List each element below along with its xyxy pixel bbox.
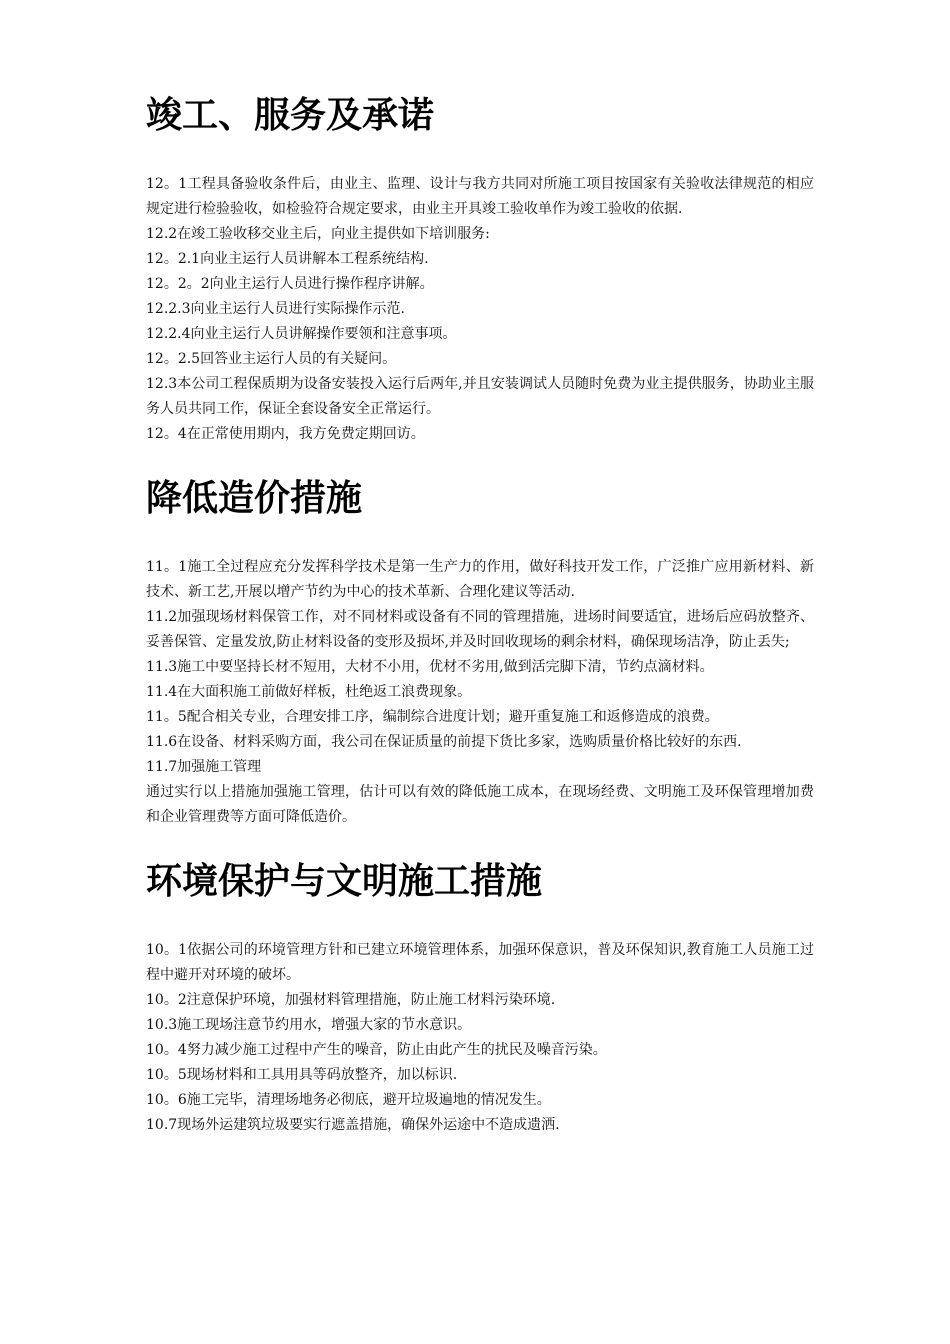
paragraph: 12。2.5回答业主运行人员的有关疑问。 [146,351,397,367]
paragraph: 12.2.4向业主运行人员讲解操作要领和注意事项。 [146,326,457,342]
section-cost-reduction [146,478,814,830]
section-title: 降低造价措施 [146,478,363,519]
document-page [146,95,814,1138]
section-environmental-protection [146,861,814,1138]
paragraph: 10。2注意保护环境，加强材料管理措施，防止施工材料污染环境. [146,992,556,1008]
paragraph: 11。5配合相关专业，合理安排工序，编制综合进度计划；避开重复施工和返修造成的浪费。 [146,709,719,725]
paragraph: 通过实行以上措施加强施工管理，估计可以有效的降低施工成本，在现场经费、文明施工及环保管理增加费和企业管理费等方面可降低造价。 [146,784,814,825]
paragraph: 12。2.1向业主运行人员讲解本工程系统结构. [146,251,429,267]
paragraph: 12。2。2向业主运行人员进行操作程序讲解。 [146,276,434,292]
paragraph: 11.4在大面积施工前做好样板，杜绝返工浪费现象。 [146,684,472,700]
section-completion-service [146,95,814,447]
paragraph: 11.6在设备、材料采购方面，我公司在保证质量的前提下货比多家，选购质量价格比较好的东西. [146,734,742,750]
paragraph-list [146,172,814,447]
section-title: 环境保护与文明施工措施 [146,861,543,902]
paragraph: 12.2在竣工验收移交业主后，向业主提供如下培训服务: [146,226,490,242]
paragraph: 10。1依据公司的环境管理方针和已建立环境管理体系，加强环保意识，普及环保知识,教育施工人员施工过程中避开对环境的破坏。 [146,942,814,983]
paragraph: 12。4在正常使用期内，我方免费定期回访。 [146,426,425,442]
paragraph: 11。1施工全过程应充分发挥科学技术是第一生产力的作用，做好科技开发工作，广泛推广应用新材料、新技术、新工艺,开展以增产节约为中心的技术革新、合理化建议等活动. [146,559,814,600]
paragraph: 12.2.3向业主运行人员进行实际操作示范. [146,301,405,317]
paragraph: 11.3施工中要坚持长材不短用，大材不小用，优材不劣用,做到活完脚下清，节约点滴材料。 [146,659,714,675]
paragraph-list [146,555,814,830]
section-title: 竣工、服务及承诺 [146,95,435,136]
paragraph: 11.2加强现场材料保管工作，对不同材料或设备有不同的管理措施，进场时间要适宜，进场后应码放整齐、妥善保管、定量发放,防止材料设备的变形及损坏,并及时回收现场的剩余材料，确保现场洁净，防止丢失; [146,609,814,650]
paragraph: 11.7加强施工管理 [146,759,262,775]
paragraph: 10。5现场材料和工具用具等码放整齐，加以标识. [146,1067,458,1083]
paragraph: 10.3施工现场注意节约用水，增强大家的节水意识。 [146,1017,472,1033]
paragraph: 12。1工程具备验收条件后，由业主、监理、设计与我方共同对所施工项目按国家有关验收法律规范的相应规定进行检验验收，如检验符合规定要求，由业主开具竣工验收单作为竣工验收的依据. [146,176,814,217]
paragraph: 12.3本公司工程保质期为设备安装投入运行后两年,并且安装调试人员随时免费为业主提供服务，协助业主服务人员共同工作，保证全套设备安全正常运行。 [146,376,814,417]
paragraph: 10.7现场外运建筑垃圾要实行遮盖措施，确保外运途中不造成遗洒. [146,1117,560,1133]
paragraph: 10。4努力减少施工过程中产生的噪音，防止由此产生的扰民及噪音污染。 [146,1042,607,1058]
paragraph: 10。6施工完毕，清理场地务必彻底，避开垃圾遍地的情况发生。 [146,1092,551,1108]
paragraph-list [146,938,814,1138]
